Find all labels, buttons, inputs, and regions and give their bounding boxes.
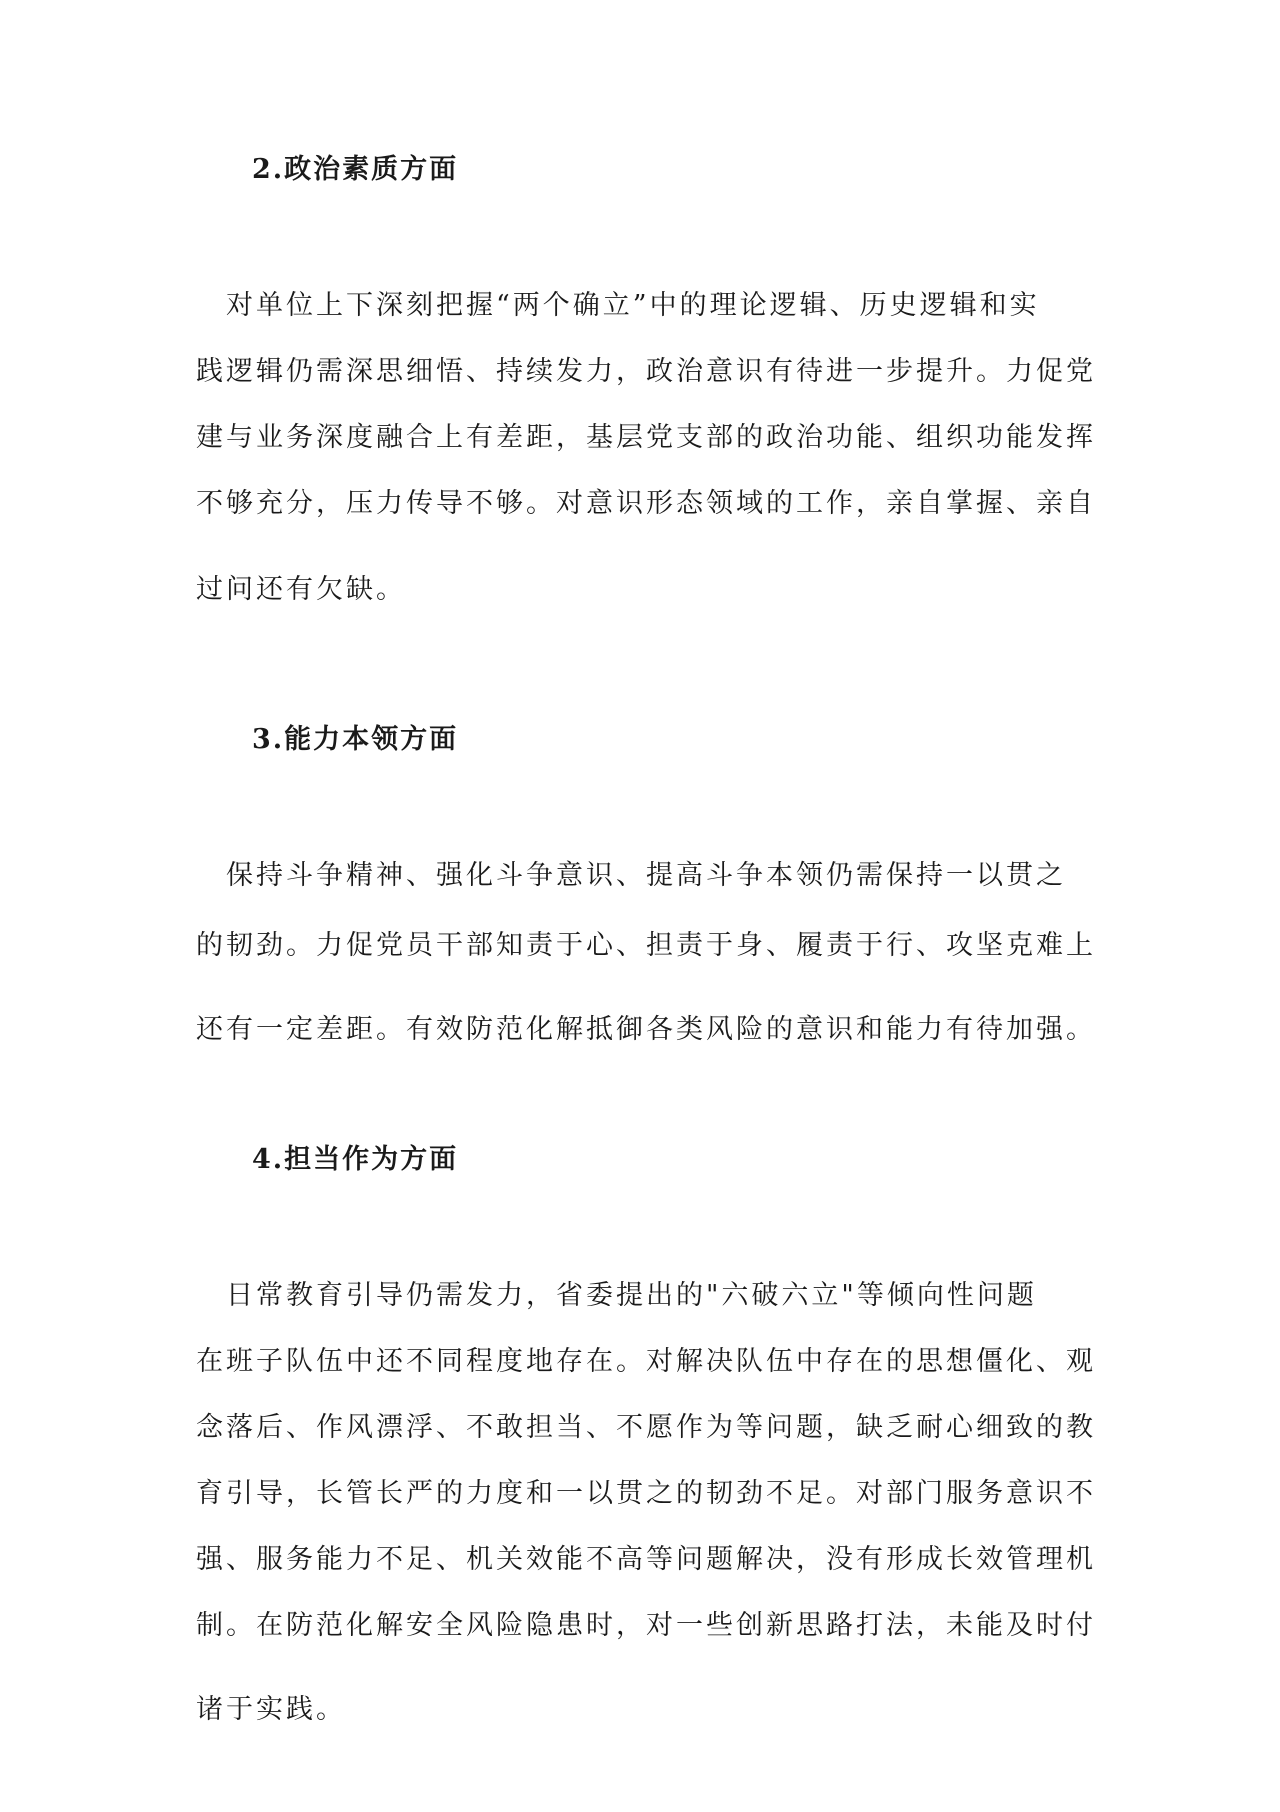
body-line: 不够充分，压力传导不够。对意识形态领域的工作，亲自掌握、亲自 [196,488,1096,519]
body-line: 念落后、作风漂浮、不敢担当、不愿作为等问题，缺乏耐心细致的教 [196,1412,1096,1443]
section-heading-political: 2.政治素质方面 [252,154,459,185]
body-line: 保持斗争精神、强化斗争意识、提高斗争本领仍需保持一以贯之 [196,860,1066,891]
section-heading-responsibility: 4.担当作为方面 [252,1144,459,1175]
body-line: 践逻辑仍需深思细悟、持续发力，政治意识有待进一步提升。力促党 [196,356,1096,387]
section-heading-ability: 3.能力本领方面 [252,724,459,755]
body-line: 过问还有欠缺。 [196,574,406,605]
body-line: 对单位上下深刻把握“两个确立”中的理论逻辑、历史逻辑和实 [196,290,1040,321]
body-line: 在班子队伍中还不同程度地存在。对解决队伍中存在的思想僵化、观 [196,1346,1096,1377]
body-line: 强、服务能力不足、机关效能不高等问题解决，没有形成长效管理机 [196,1544,1096,1575]
body-line: 诸于实践。 [196,1694,346,1725]
body-line: 建与业务深度融合上有差距，基层党支部的政治功能、组织功能发挥 [196,422,1096,453]
body-line: 的韧劲。力促党员干部知责于心、担责于身、履责于行、攻坚克难上 [196,930,1096,961]
body-line: 日常教育引导仍需发力，省委提出的"六破六立"等倾向性问题 [196,1280,1037,1311]
body-line: 制。在防范化解安全风险隐患时，对一些创新思路打法，未能及时付 [196,1610,1096,1641]
body-line: 还有一定差距。有效防范化解抵御各类风险的意识和能力有待加强。 [196,1014,1096,1045]
body-line: 育引导，长管长严的力度和一以贯之的韧劲不足。对部门服务意识不 [196,1478,1096,1509]
